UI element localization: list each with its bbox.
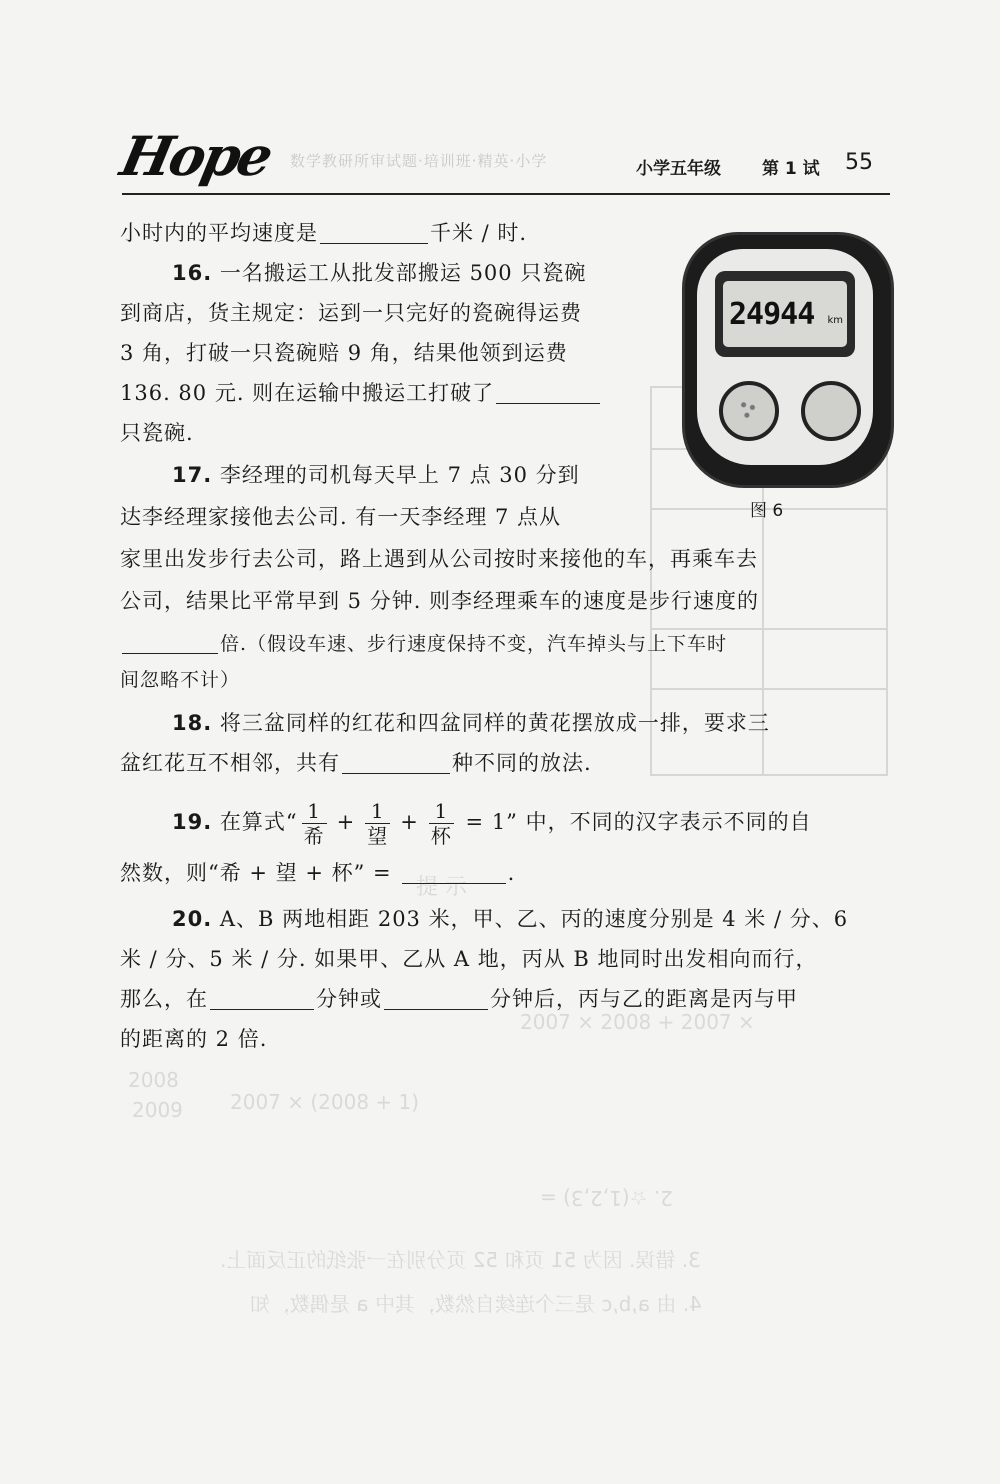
answer-blank: [342, 751, 450, 774]
text-span: 盆红花互不相邻，共有: [120, 751, 340, 775]
text-span: 一名搬运工从批发部搬运 500 只瓷碗: [219, 261, 587, 285]
answer-blank: [384, 987, 488, 1010]
question-17-line: [120, 544, 758, 574]
text-span: 只瓷碗.: [120, 421, 194, 445]
publisher-logo: Hope: [115, 124, 276, 188]
question-18-line: [120, 748, 592, 778]
text-span: 将三盆同样的红花和四盆同样的黄花摆放成一排，要求三: [219, 711, 770, 735]
text-span: 的距离的 2 倍.: [120, 1027, 268, 1051]
question-16-line: [172, 258, 586, 288]
text-span: 倍.（假设车速、步行速度保持不变，汽车掉头与上下车时: [220, 633, 728, 655]
answer-blank: [496, 381, 600, 404]
question-16-line: [120, 418, 194, 448]
question-19-line: [172, 796, 812, 848]
question-number: 16.: [172, 261, 213, 285]
text-span: 到商店，货主规定：运到一只完好的瓷碗得运费: [120, 301, 582, 325]
answer-blank: [402, 861, 506, 884]
text-span: 3 角，打破一只瓷碗赔 9 角，结果他领到运费: [120, 341, 568, 365]
bleed-through-line: 2009: [132, 1098, 183, 1122]
odometer-figure: [682, 232, 894, 488]
question-17-line: [172, 460, 580, 490]
odometer-right-button: [801, 381, 861, 441]
question-17-line: [120, 664, 240, 695]
header-grade: 小学五年级: [636, 159, 721, 179]
odometer-screen-bezel: [715, 271, 855, 357]
answer-blank: [210, 987, 314, 1010]
text-span: 间忽略不计）: [120, 669, 241, 691]
text-span: 在算式“: [219, 810, 298, 834]
text-span: 分钟后，丙与乙的距离是丙与甲: [490, 987, 798, 1011]
question-17-line: [120, 628, 727, 659]
question-16-line: [120, 338, 568, 368]
fraction-numerator: 1: [307, 799, 321, 823]
text-span: 然数，则“希 + 望 + 杯” =: [120, 861, 392, 885]
operator: +: [400, 810, 419, 834]
bleed-through-line: 2. ☆(1,2,3) =: [540, 1186, 673, 1210]
question-20-line: [172, 904, 848, 934]
text-line: [120, 218, 527, 248]
text-span: 米 / 分、5 米 / 分. 如果甲、乙从 A 地，丙从 B 地同时出发相向而行，: [120, 947, 818, 971]
answer-blank: [320, 221, 428, 244]
text-span: 千米 / 时.: [430, 221, 528, 245]
header-rule: [122, 193, 890, 195]
question-number: 18.: [172, 711, 213, 735]
answer-blank: [122, 631, 218, 654]
operator: +: [336, 810, 356, 834]
text-span: .: [507, 861, 516, 885]
text-span: 公司，结果比平常早到 5 分钟. 则李经理乘车的速度是步行速度的: [120, 589, 760, 613]
odometer-left-button: [719, 381, 779, 441]
text-span: 小时内的平均速度是: [120, 221, 318, 245]
text-span: 家里出发步行去公司，路上遇到从公司按时来接他的车，再乘车去: [120, 547, 758, 571]
fraction-denominator: 杯: [430, 824, 452, 848]
question-19-line: [120, 858, 515, 888]
fraction-numerator: 1: [370, 799, 385, 823]
bleed-through-line: 2007 × 2008 + 2007 ×: [520, 1010, 755, 1034]
figure-caption: 图 6: [750, 501, 784, 521]
question-number: 20.: [172, 907, 213, 931]
question-16-line: [120, 378, 602, 408]
header-test-number: 第 1 试: [762, 159, 820, 179]
question-20-line: [120, 984, 798, 1014]
text-span: = 1” 中，不同的汉字表示不同的自: [465, 810, 812, 834]
page-number: 55: [845, 150, 873, 175]
bleed-through-line: 3. 错误. 因为 51 页和 52 页分别在一张纸的正反面上.: [220, 1248, 701, 1272]
text-span: 分钟或: [316, 987, 382, 1011]
fraction-denominator: 望: [367, 824, 389, 848]
odometer-screen: [723, 281, 847, 347]
bleed-through-line: 4. 由 a,b,c 是三个连续自然数，其中 a 是偶数，知: [250, 1292, 702, 1316]
text-span: 136. 80 元. 则在运输中搬运工打破了: [120, 381, 495, 405]
text-span: A、B 两地相距 203 米，甲、乙、丙的速度分别是 4 米 / 分、6: [219, 907, 849, 931]
question-number: 17.: [172, 463, 213, 487]
odometer-unit: km: [827, 315, 843, 326]
question-20-line: [120, 1024, 267, 1054]
text-span: 那么，在: [120, 987, 208, 1011]
question-17-line: [120, 586, 759, 616]
fraction-numerator: 1: [434, 799, 449, 823]
text-span: 达李经理家接他去公司. 有一天李经理 7 点从: [120, 505, 562, 529]
bleed-through-line: 2008: [128, 1068, 179, 1092]
question-17-line: [120, 502, 561, 532]
question-18-line: [172, 708, 770, 738]
text-span: 种不同的放法.: [452, 751, 592, 775]
question-20-line: [120, 944, 818, 974]
text-span: 李经理的司机每天早上 7 点 30 分到: [219, 463, 580, 487]
fraction: [429, 799, 454, 848]
question-number: 19.: [172, 810, 213, 834]
header-faint-text: 数学教研所审试题·培训班·精英·小学: [290, 152, 548, 170]
bleed-through-line: 2007 × (2008 + 1): [230, 1090, 420, 1114]
odometer-reading: 24944: [729, 297, 815, 332]
fraction: [302, 799, 327, 848]
fraction: [365, 799, 390, 848]
question-16-line: [120, 298, 582, 328]
bleed-through-heading: 提 示: [416, 875, 467, 900]
fraction-denominator: 希: [303, 824, 325, 848]
odometer-body: [697, 249, 873, 465]
